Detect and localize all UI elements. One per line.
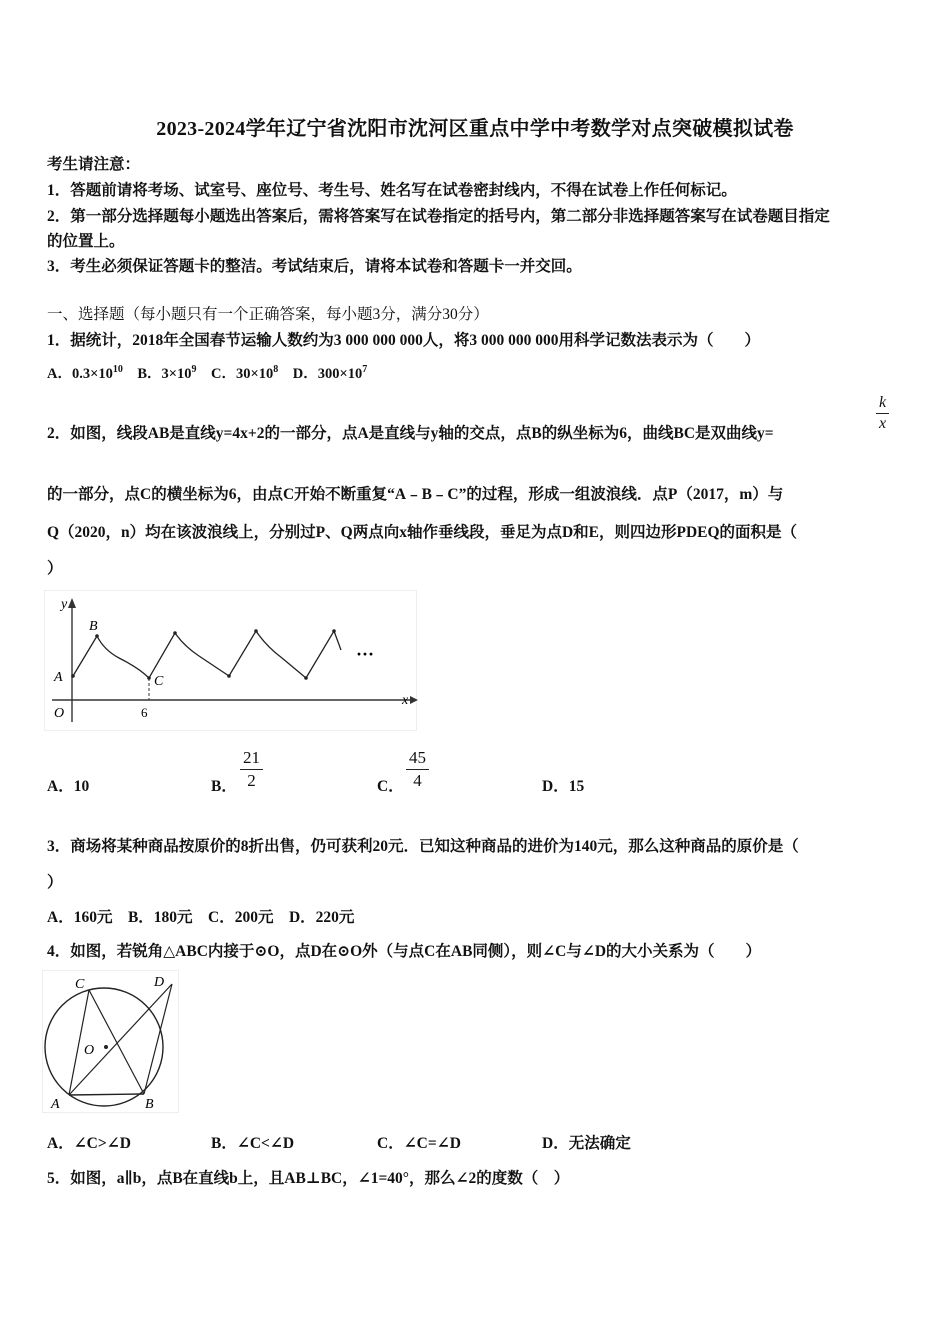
q1-option-c[interactable]: C．$30\times 10^8$ — [211, 364, 279, 382]
q2-line2: 的一部分，点C的横坐标为6，由点C开始不断重复“A﹣B﹣C”的过程，形成一组波浪线．点P（2017，m）与 — [47, 486, 784, 503]
label-B: B — [89, 619, 98, 634]
q2-line1: 2．如图，线段AB是直线y=4x+2的一部分，点A是直线与y轴的交点，点B的纵坐标为6，曲线BC是双曲线y= — [47, 425, 774, 442]
q4-option-d[interactable]: D．无法确定 — [542, 1135, 631, 1152]
q2-option-c[interactable]: C． — [377, 778, 404, 795]
q5-stem: 5．如图，a∥b，点B在直线b上，且AB⊥BC，∠1=40°，那么∠2的度数（ ） — [47, 1170, 570, 1187]
label-6: 6 — [141, 705, 148, 720]
q2-line4: ） — [47, 560, 63, 577]
notice-item: 3．考生必须保证答题卡的整洁。考试结束后，请将本试卷和答题卡一并交回。 — [47, 258, 582, 275]
q2-option-d[interactable]: D．15 — [542, 778, 585, 795]
q2-option-c-fraction: 45 4 — [406, 748, 429, 791]
q3-line2: ） — [47, 874, 63, 891]
q4-option-b[interactable]: B．∠C<∠D — [211, 1135, 295, 1152]
page-title: 2023-2024学年辽宁省沈阳市沈河区重点中学中考数学对点突破模拟试卷 — [156, 118, 794, 140]
label-B: B — [145, 1097, 154, 1112]
label-D: D — [154, 975, 165, 990]
q4-option-c[interactable]: C．∠C=∠D — [377, 1135, 461, 1152]
q1-stem: 1．据统计，2018年全国春节运输人数约为3 000 000 000人，将3 000 000 000用科学记数法表示为（ ） — [47, 332, 761, 349]
label-A: A — [51, 1097, 60, 1112]
q2-fraction-k-over-x: k x — [876, 394, 889, 433]
q2-line3: Q（2020，n）均在该波浪线上，分别过P、Q两点向x轴作垂线段，垂足为点D和E，则四边形PDEQ的面积是（ — [47, 524, 798, 541]
notice-item: 2．第一部分选择题每小题选出答案后，需将答案写在试卷指定的括号内，第二部分非选择题答案写在试卷题目指定 — [47, 208, 830, 225]
label-O: O — [54, 706, 65, 721]
q1-option-d[interactable]: D．$300\times 10^7$ — [292, 364, 368, 382]
q4-circle-figure — [42, 970, 180, 1114]
q2-option-b[interactable]: B． — [211, 778, 237, 795]
notice-item: 1．答题前请将考场、试室号、座位号、考生号、姓名写在试卷密封线内，不得在试卷上作任何标记。 — [47, 182, 737, 199]
label-y: y — [61, 597, 68, 612]
q3-options[interactable]: A．160元 B．180元 C．200元 D．220元 — [47, 909, 355, 926]
q2-wave-figure — [44, 590, 420, 732]
q1-option-a[interactable]: A．$0.3\times 10^{10}$ — [47, 364, 123, 382]
label-O: O — [84, 1043, 95, 1058]
label-A: A — [54, 670, 63, 685]
q2-option-b-fraction: 21 2 — [240, 748, 263, 791]
q3-line1: 3．商场将某种商品按原价的8折出售，仍可获利20元．已知这种商品的进价为140元，那么这种商品的原价是（ — [47, 838, 799, 855]
q4-option-a[interactable]: A．∠C>∠D — [47, 1135, 131, 1152]
wave-line — [73, 631, 341, 678]
label-x: x — [402, 693, 409, 708]
q4-stem: 4．如图，若锐角△ABC内接于⊙O，点D在⊙O外（与点C在AB同侧），则∠C与∠D的大小关系为（ ） — [47, 943, 762, 960]
q2-option-a[interactable]: A．10 — [47, 778, 90, 795]
q1-options — [47, 362, 367, 383]
label-C: C — [75, 977, 85, 992]
label-C: C — [154, 674, 164, 689]
section-heading: 一、选择题（每小题只有一个正确答案，每小题3分，满分30分） — [47, 306, 489, 323]
q1-option-b[interactable]: B．$3\times 10^9$ — [137, 364, 197, 382]
notice-item: 的位置上。 — [47, 233, 125, 250]
label-ellipsis: ··· — [356, 644, 375, 664]
notice-heading: 考生请注意： — [47, 156, 141, 173]
